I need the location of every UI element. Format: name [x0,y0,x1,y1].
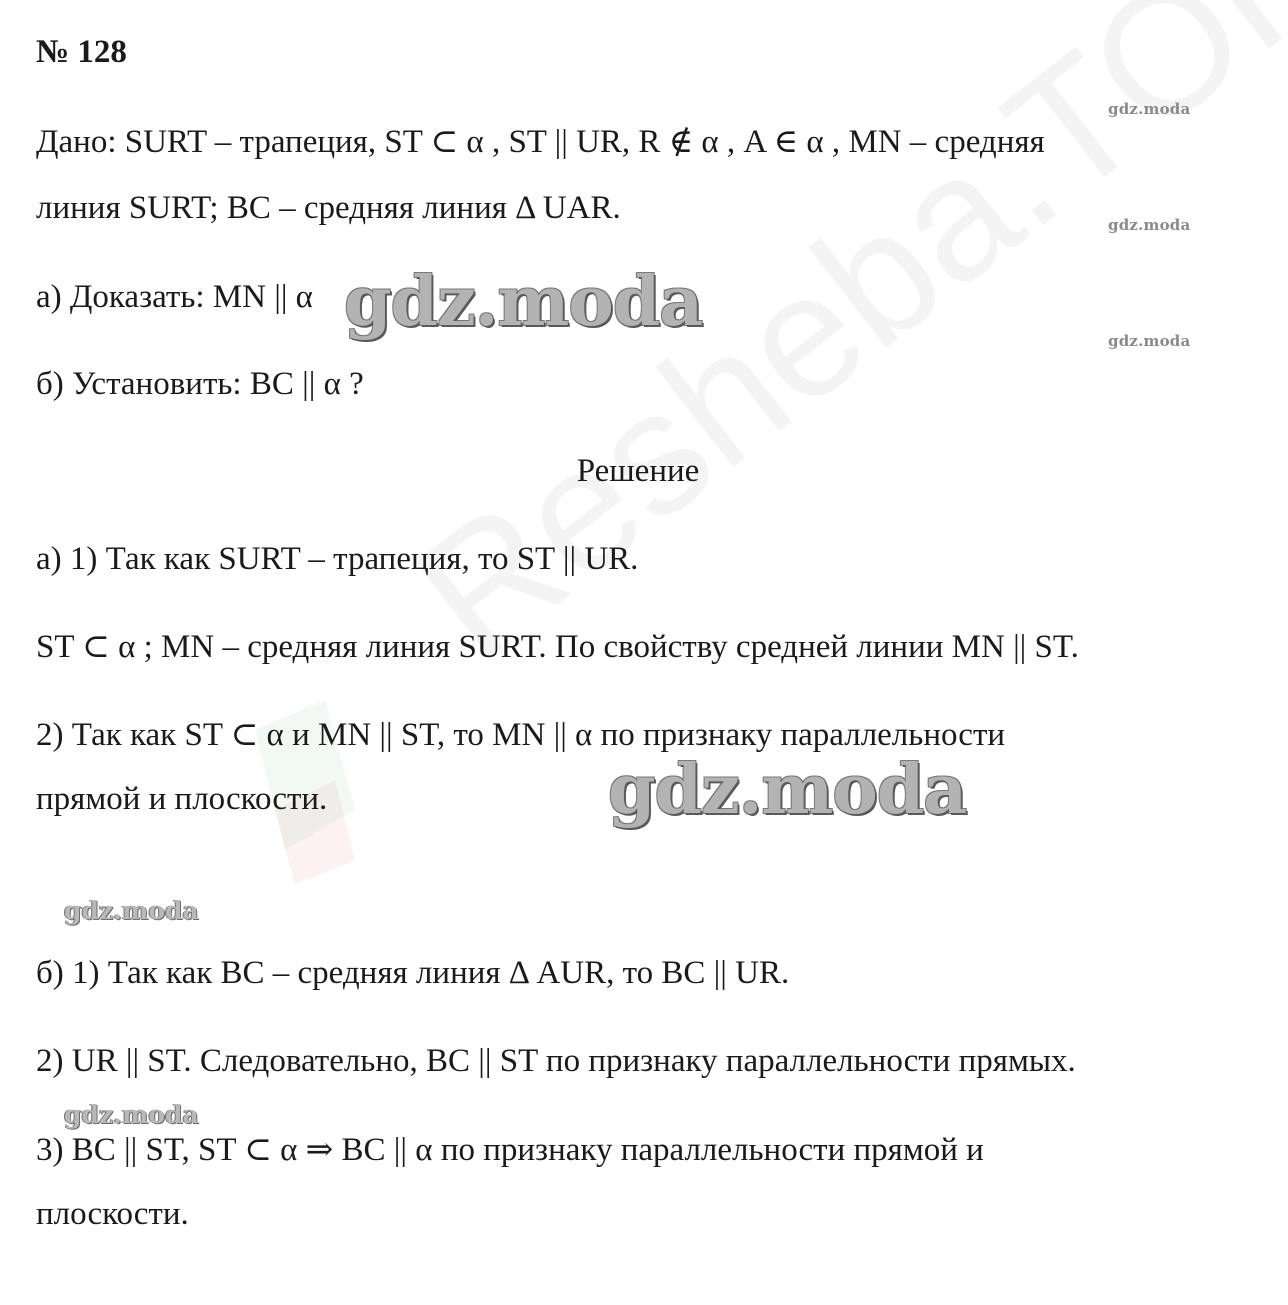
watermark-medium: gdz.moda [64,1100,199,1129]
problem-number: № 128 [36,34,127,70]
watermark-large: gdz.moda [608,750,967,830]
solution-b-line-4: плоскости. [36,1196,189,1232]
solution-heading: Решение [576,453,700,489]
watermark-small: gdz.moda [1108,100,1191,118]
solution-b-line-2: 2) UR || ST. Следовательно, BC || ST по признаку параллельности прямых. [36,1043,1076,1079]
solution-a-line-2: ST ⊂ α ; MN – средняя линия SURT. По свойству средней линии MN || ST. [36,629,1079,665]
solution-b-line-1: б) 1) Так как BC – средняя линия Δ AUR, то BC || UR. [36,955,790,991]
solution-a-line-1: а) 1) Так как SURT – трапеция, то ST || UR. [36,541,639,577]
watermark-medium: gdz.moda [64,896,199,925]
watermark-small: gdz.moda [1108,332,1191,350]
task-b: б) Установить: BC || α ? [36,366,364,402]
watermark-large: gdz.moda [344,262,703,342]
given-line-2: линия SURT; BC – средняя линия Δ UAR. [36,190,621,226]
solution-b-line-3: 3) BC || ST, ST ⊂ α ⇒ BC || α по признаку параллельности прямой и [36,1132,984,1168]
solution-a-line-4: прямой и плоскости. [36,781,328,817]
task-a: а) Доказать: MN || α [36,279,313,315]
watermark-small: gdz.moda [1108,216,1191,234]
given-line-1: Дано: SURT – трапеция, ST ⊂ α , ST || UR, R ∉ α , A ∈ α , MN – средняя [36,124,1045,160]
solution-a-line-3: 2) Так как ST ⊂ α и MN || ST, то MN || α по признаку параллельности [36,717,1006,753]
